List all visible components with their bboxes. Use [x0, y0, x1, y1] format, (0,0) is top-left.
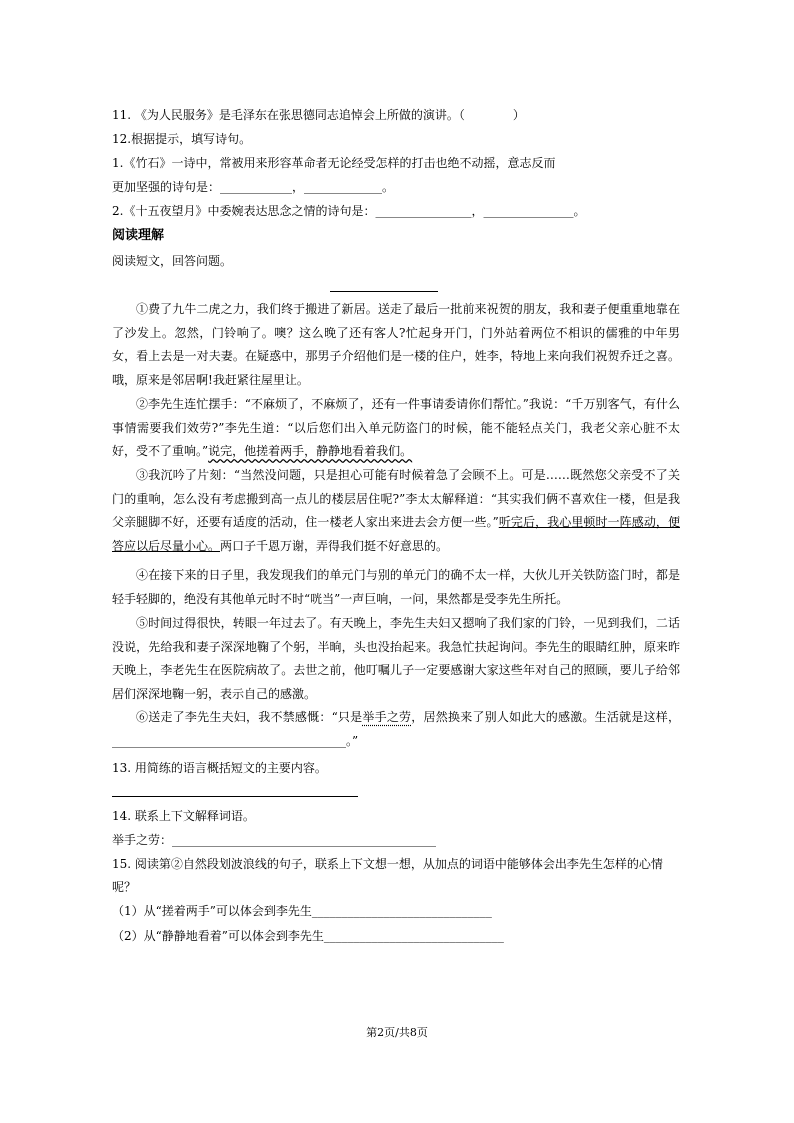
- question-14: 14. 联系上下文解释词语。: [112, 809, 255, 823]
- passage-paragraph-2: [112, 393, 680, 464]
- question-12-item2: 2.《十五夜望月》中委婉表达思念之情的诗句是：________________，_______________。: [112, 204, 586, 218]
- passage-title-line: [330, 291, 438, 292]
- question-15-2: （2）从“静静地看着”可以体会到李先生______________________________: [112, 929, 504, 943]
- question-12-item1-line2: 更加坚强的诗句是：____________，_____________。: [112, 180, 395, 194]
- question-13: 13. 用简练的语言概括短文的主要内容。: [112, 761, 327, 775]
- question-14-term: 举手之劳：____________________________________________: [112, 833, 437, 847]
- question-12-title: 12.根据提示，填写诗句。: [112, 132, 252, 146]
- question-15-1: （1）从“搓着两手”可以体会到李先生______________________________: [112, 904, 492, 918]
- paragraph-6-text: ⑥送走了李先生夫妇，我不禁感慨：“只是: [136, 710, 363, 724]
- passage-paragraph-6: [112, 706, 680, 753]
- page-footer: 第2页/共8页: [366, 1026, 428, 1039]
- question-11: 11. 《为人民服务》是毛泽东在张思德同志追悼会上所做的演讲。（ ）: [112, 108, 525, 122]
- paragraph-3-text-end: 两口子千恩万谢，弄得我们挺不好意思的。: [220, 538, 449, 553]
- wavy-underlined-sentence: 说完，他搓着两手，静静地看着我们。: [208, 444, 413, 459]
- answer-line-13[interactable]: [112, 796, 358, 797]
- question-12-item1-line1: 1.《竹石》一诗中，常被用来形容革命者无论经受怎样的打击也绝不动摇，意志反而: [112, 156, 556, 170]
- passage-paragraph-4: ④在接下来的日子里，我发现我们的单元门与别的单元门的确不太一样，大伙儿开关铁防盗门时，都是轻手轻脚的，绝没有其他单元时不时“咣当”一声巨响，一问，果然都是受李先生所托。: [112, 568, 680, 606]
- passage-paragraph-3: [112, 464, 680, 558]
- question-15-line1: 15. 阅读第②自然段划波浪线的句子，联系上下文想一想，从加点的词语中能够体会出李先生怎样的心情: [112, 857, 663, 871]
- paragraph-3-text: ③我沉吟了片刻：“当然没问题，只是担心可能有时候着急了会顾不上。可是……既然您父亲受不了关门的重响，怎么没有考虑搬到高一点儿的楼层居住呢?”李太太解释道：“其实我们俩不喜欢住一楼，但是我父亲腿脚不好，还要有适度的活动，住一楼老人家出来进去会方便一些。”: [112, 468, 680, 530]
- passage-paragraph-1: ①费了九牛二虎之力，我们终于搬进了新居。送走了最后一批前来祝贺的朋友，我和妻子便重重地靠在了沙发上。忽然，门铃响了。噢？这么晚了还有客人?忙起身开门，门外站着两位不相识的儒雅的中年男女，看上去是一对夫妻。在疑惑中，那男子介绍他们是一楼的住户，姓李，特地上来向我们祝贺乔迁之喜。哦，原来是邻居啊!我赶紧往屋里让。: [112, 302, 680, 387]
- dotted-term: 举手之劳: [362, 710, 412, 724]
- paragraph-2-text: ②李先生连忙摆手：“不麻烦了，不麻烦了，还有一件事请委请你们帮忙。”我说：“千万别客气，有什么事情需要我们效劳?”李先生道：“以后您们出入单元防盗门的时候，能不能轻点关门，我老父亲心脏不太好，受不了重响。”: [112, 397, 680, 459]
- paragraph-6-text-end: ，居然换来了别人如此大的感激。生活就是这样，_______________________________________。”: [112, 710, 680, 748]
- section-instruction: 阅读短文，回答问题。: [112, 254, 233, 268]
- passage-paragraph-5: ⑤时间过得很快，转眼一年过去了。有天晚上，李先生夫妇又摁响了我们家的门铃，一见到我们，二话没说，先给我和妻子深深地鞠了个躬，半晌，头也没抬起来。我急忙扶起询问。李先生的眼睛红肿，原来昨天晚上，李老先生在医院病故了。去世之前，他叮嘱儿子一定要感谢大家这些年对自己的照顾，要儿子给邻居们深深地鞠一躬，表示自己的感激。: [112, 616, 680, 701]
- underlined-sentence: 听完后，我心里顿时一阵感动，便答应以后尽量小心。: [112, 515, 680, 553]
- section-heading: 阅读理解: [112, 228, 165, 243]
- question-15-line2: 呢？: [112, 880, 137, 894]
